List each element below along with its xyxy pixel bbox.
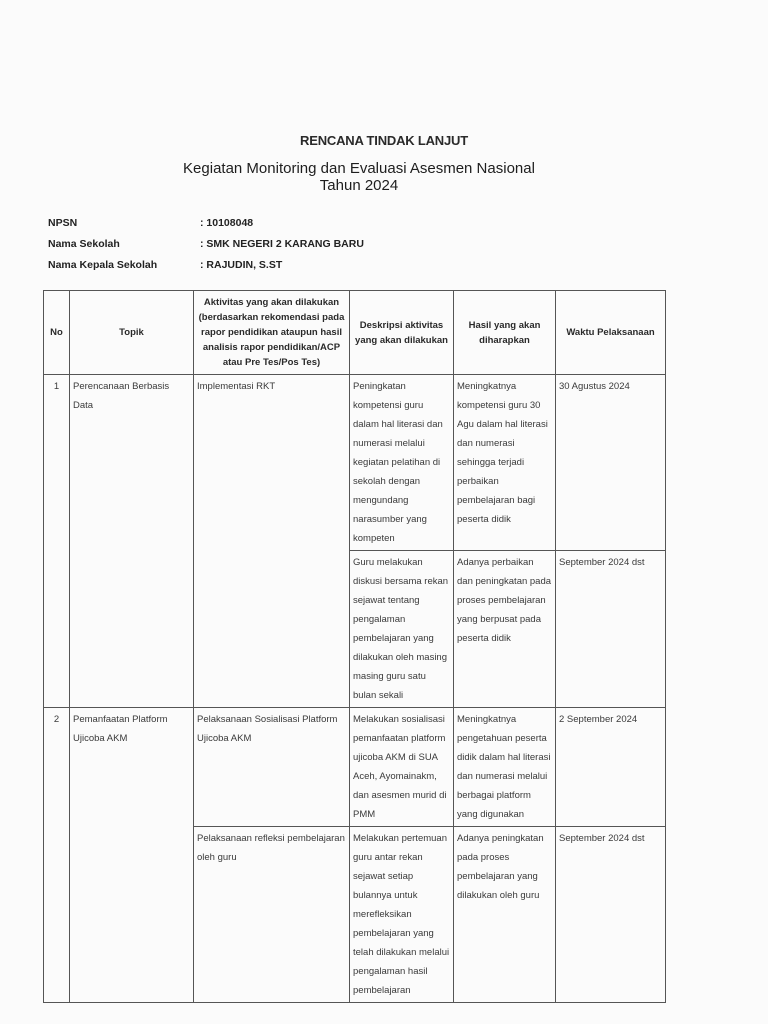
header-no: No: [44, 291, 70, 375]
info-value: : RAJUDIN, S.ST: [200, 259, 283, 271]
info-label: Nama Sekolah: [48, 238, 120, 250]
cell-hasil: Adanya peningkatan pada proses pembelajaran yang dilakukan oleh guru: [454, 827, 556, 1003]
cell-aktivitas: Pelaksanaan refleksi pembelajaran oleh guru: [194, 827, 350, 1003]
subtitle-line: Tahun 2024: [319, 177, 399, 194]
cell-deskripsi: Melakukan pertemuan guru antar rekan sejawat setiap bulannya untuk merefleksikan pembelajaran yang telah dilakukan melalui pengalaman hasil pembelajaran: [350, 827, 454, 1003]
cell-aktivitas: Implementasi RKT: [194, 375, 350, 708]
cell-deskripsi: Guru melakukan diskusi bersama rekan sejawat tentang pengalaman pembelajaran yang dilakukan oleh masing masing guru satu bulan sekali: [350, 551, 454, 708]
cell-deskripsi: Melakukan sosialisasi pemanfaatan platform ujicoba AKM di SUA Aceh, Ayomainakm, dan asesmen murid di PMM: [350, 708, 454, 827]
header-topik: Topik: [70, 291, 194, 375]
action-plan-table: [43, 290, 666, 1003]
cell-waktu: 2 September 2024: [556, 708, 666, 827]
info-value: : SMK NEGERI 2 KARANG BARU: [200, 238, 364, 250]
cell-waktu: September 2024 dst: [556, 551, 666, 708]
cell-topik: Perencanaan Berbasis Data: [70, 375, 194, 708]
info-label: Nama Kepala Sekolah: [48, 259, 158, 271]
cell-topik: Pemanfaatan Platform Ujicoba AKM: [70, 708, 194, 1003]
table-row: [44, 708, 666, 827]
document-subtitle: [0, 160, 718, 194]
cell-hasil: Meningkatnya pengetahuan peserta didik dalam hal literasi dan numerasi melalui berbagai platform yang digunakan: [454, 708, 556, 827]
cell-hasil: Adanya perbaikan dan peningkatan pada proses pembelajaran yang berpusat pada peserta didik: [454, 551, 556, 708]
cell-no: 2: [44, 708, 70, 1003]
table-header-row: [44, 291, 666, 375]
cell-aktivitas: Pelaksanaan Sosialisasi Platform Ujicoba AKM: [194, 708, 350, 827]
subtitle-line: Kegiatan Monitoring dan Evaluasi Asesmen Nasional: [183, 160, 535, 177]
cell-deskripsi: Peningkatan kompetensi guru dalam hal literasi dan numerasi melalui kegiatan pelatihan di sekolah dengan mengundang narasumber yang kompeten: [350, 375, 454, 551]
header-waktu: Waktu Pelaksanaan: [556, 291, 666, 375]
info-label: NPSN: [48, 217, 78, 229]
cell-no: 1: [44, 375, 70, 708]
document-title: RENCANA TINDAK LANJUT: [300, 133, 468, 148]
header-hasil: Hasil yang akan diharapkan: [454, 291, 556, 375]
header-aktivitas: Aktivitas yang akan dilakukan (berdasarkan rekomendasi pada rapor pendidikan ataupun hasil analisis rapor pendidikan/ACP atau Pre Tes/Pos Tes): [194, 291, 350, 375]
header-deskripsi: Deskripsi aktivitas yang akan dilakukan: [350, 291, 454, 375]
info-value: : 10108048: [200, 217, 254, 229]
cell-waktu: September 2024 dst: [556, 827, 666, 1003]
table-row: [44, 375, 666, 551]
cell-waktu: 30 Agustus 2024: [556, 375, 666, 551]
cell-hasil: Meningkatnya kompetensi guru 30 Agu dalam hal literasi dan numerasi sehingga terjadi perbaikan pembelajaran bagi peserta didik: [454, 375, 556, 551]
